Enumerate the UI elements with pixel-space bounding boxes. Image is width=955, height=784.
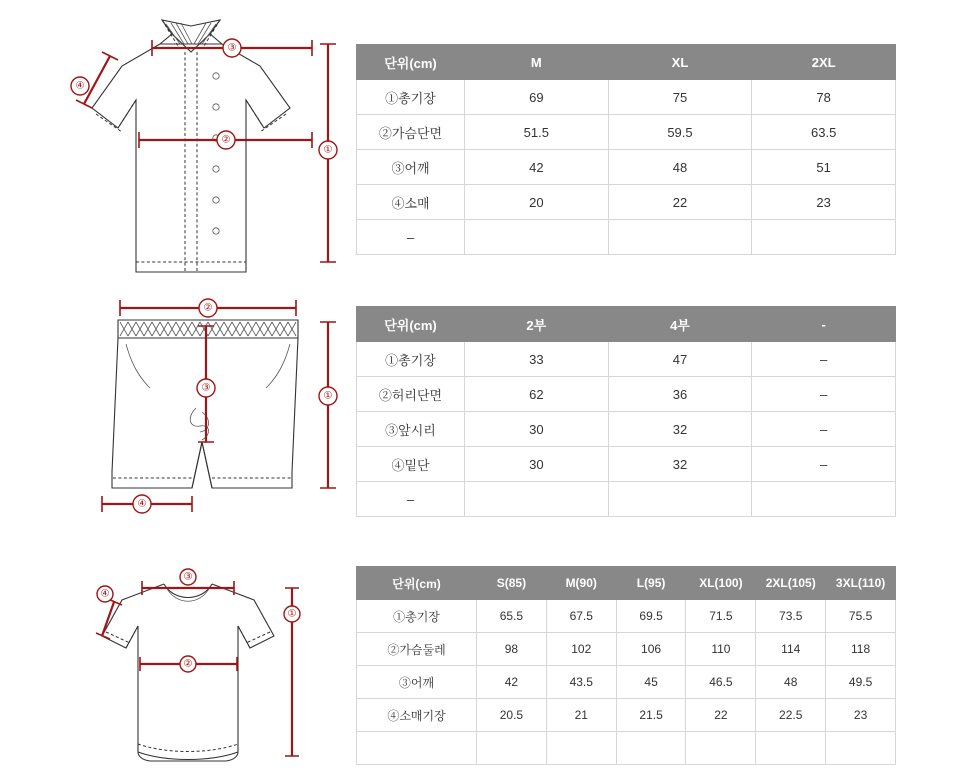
shorts-size-table-wrap <box>356 306 896 517</box>
shirt-size-table <box>356 44 896 255</box>
cell-value <box>477 732 547 765</box>
marker-4-shorts <box>133 495 151 513</box>
svg-text:④: ④ <box>75 80 85 92</box>
table-row <box>357 732 896 765</box>
shorts-size-table <box>356 306 896 517</box>
cell-value: 63.5 <box>752 115 896 150</box>
shirt-size-table-wrap <box>356 44 896 255</box>
table-row <box>357 699 896 732</box>
tshirt-size-table <box>356 566 896 765</box>
svg-text:④: ④ <box>137 498 147 510</box>
cell-value <box>826 732 896 765</box>
cell-value <box>546 732 616 765</box>
cell-value: 36 <box>608 377 752 412</box>
cell-value: 22 <box>686 699 756 732</box>
table-row <box>357 115 896 150</box>
cell-value: 65.5 <box>477 600 547 633</box>
row-label: ④소매 <box>357 185 465 220</box>
col-header-4bu: 4부 <box>608 307 752 342</box>
cell-value: 20.5 <box>477 699 547 732</box>
cell-value <box>465 482 609 517</box>
cell-value: 75.5 <box>826 600 896 633</box>
cell-value: 48 <box>756 666 826 699</box>
cell-value: 23 <box>752 185 896 220</box>
cell-value: 110 <box>686 633 756 666</box>
table-row <box>357 377 896 412</box>
cell-value: 62 <box>465 377 609 412</box>
table-row <box>357 600 896 633</box>
marker-3-shirt <box>223 39 241 57</box>
table-row <box>357 447 896 482</box>
cell-value: 30 <box>465 447 609 482</box>
cell-value: 75 <box>608 80 752 115</box>
col-header-m: M <box>465 45 609 80</box>
cell-value: 30 <box>465 412 609 447</box>
cell-value: 106 <box>616 633 686 666</box>
marker-1-tshirt <box>284 606 300 622</box>
svg-text:①: ① <box>323 390 333 402</box>
row-label: ②가슴둘레 <box>357 633 477 666</box>
cell-value: 21 <box>546 699 616 732</box>
col-header-2xl: 2XL(105) <box>756 567 826 600</box>
marker-1-shorts <box>319 387 337 405</box>
cell-value: – <box>752 412 896 447</box>
svg-text:②: ② <box>221 134 231 146</box>
cell-value: 67.5 <box>546 600 616 633</box>
cell-value: 45 <box>616 666 686 699</box>
cell-value: 32 <box>608 412 752 447</box>
cell-value: 51 <box>752 150 896 185</box>
svg-text:④: ④ <box>100 588 110 600</box>
table-header-row <box>357 45 896 80</box>
svg-text:①: ① <box>323 144 333 156</box>
table-header-row <box>357 567 896 600</box>
cell-value: 22.5 <box>756 699 826 732</box>
cell-value: 69 <box>465 80 609 115</box>
cell-value: 33 <box>465 342 609 377</box>
cell-value: 49.5 <box>826 666 896 699</box>
cell-value: 46.5 <box>686 666 756 699</box>
row-label: ①총기장 <box>357 80 465 115</box>
cell-value: 22 <box>608 185 752 220</box>
cell-value: – <box>752 447 896 482</box>
cell-value: 47 <box>608 342 752 377</box>
cell-value: 59.5 <box>608 115 752 150</box>
row-label: ④소매기장 <box>357 699 477 732</box>
cell-value <box>756 732 826 765</box>
cell-value: 102 <box>546 633 616 666</box>
cell-value <box>686 732 756 765</box>
tshirt-size-table-wrap <box>356 566 896 765</box>
marker-2-shirt <box>217 131 235 149</box>
cell-value: 32 <box>608 447 752 482</box>
col-header-2bu: 2부 <box>465 307 609 342</box>
cell-value <box>616 732 686 765</box>
col-header-xl: XL <box>608 45 752 80</box>
svg-text:③: ③ <box>227 42 237 54</box>
marker-2-tshirt <box>180 656 196 672</box>
cell-value: 42 <box>465 150 609 185</box>
row-label: ③어깨 <box>357 666 477 699</box>
cell-value: 114 <box>756 633 826 666</box>
col-header-s: S(85) <box>477 567 547 600</box>
marker-4-tshirt <box>97 586 113 602</box>
table-row <box>357 412 896 447</box>
marker-3-shorts <box>197 379 215 397</box>
marker-4-shirt <box>71 77 89 95</box>
table-row <box>357 185 896 220</box>
cell-value: 43.5 <box>546 666 616 699</box>
cell-value: – <box>752 342 896 377</box>
cell-value: 21.5 <box>616 699 686 732</box>
row-label: ①총기장 <box>357 600 477 633</box>
cell-value: 23 <box>826 699 896 732</box>
marker-1-shirt <box>319 141 337 159</box>
row-label: ③어깨 <box>357 150 465 185</box>
row-label: ④밑단 <box>357 447 465 482</box>
row-label: ①총기장 <box>357 342 465 377</box>
svg-text:③: ③ <box>183 571 193 583</box>
col-header-m: M(90) <box>546 567 616 600</box>
row-label: ②가슴단면 <box>357 115 465 150</box>
svg-text:①: ① <box>287 608 297 620</box>
svg-text:②: ② <box>203 302 213 314</box>
svg-text:②: ② <box>183 658 193 670</box>
marker-2-shorts <box>199 299 217 317</box>
table-row <box>357 666 896 699</box>
cell-value: 78 <box>752 80 896 115</box>
table-row <box>357 633 896 666</box>
row-label: ②허리단면 <box>357 377 465 412</box>
col-header-2xl: 2XL <box>752 45 896 80</box>
t-shirt-diagram <box>80 556 320 776</box>
row-label: – <box>357 220 465 255</box>
table-header-row <box>357 307 896 342</box>
col-header-l: L(95) <box>616 567 686 600</box>
cell-value: 51.5 <box>465 115 609 150</box>
cell-value <box>465 220 609 255</box>
cell-value: 20 <box>465 185 609 220</box>
row-label: – <box>357 482 465 517</box>
cell-value <box>608 482 752 517</box>
col-header-unit: 단위(cm) <box>357 45 465 80</box>
cell-value: 118 <box>826 633 896 666</box>
col-header-blank: - <box>752 307 896 342</box>
col-header-xl: XL(100) <box>686 567 756 600</box>
cell-value: 73.5 <box>756 600 826 633</box>
table-row <box>357 482 896 517</box>
col-header-3xl: 3XL(110) <box>826 567 896 600</box>
cell-value: 98 <box>477 633 547 666</box>
col-header-unit: 단위(cm) <box>357 567 477 600</box>
row-label <box>357 732 477 765</box>
short-sleeve-shirt-diagram <box>40 4 340 284</box>
cell-value: 71.5 <box>686 600 756 633</box>
cell-value: – <box>752 377 896 412</box>
cell-value <box>752 482 896 517</box>
row-label: ③앞시리 <box>357 412 465 447</box>
cell-value <box>752 220 896 255</box>
cell-value <box>608 220 752 255</box>
cell-value: 42 <box>477 666 547 699</box>
table-row <box>357 150 896 185</box>
col-header-unit: 단위(cm) <box>357 307 465 342</box>
svg-text:③: ③ <box>201 382 211 394</box>
cell-value: 69.5 <box>616 600 686 633</box>
cell-value: 48 <box>608 150 752 185</box>
shorts-diagram <box>40 292 340 532</box>
table-row <box>357 80 896 115</box>
table-row <box>357 220 896 255</box>
table-row <box>357 342 896 377</box>
marker-3-tshirt <box>180 569 196 585</box>
